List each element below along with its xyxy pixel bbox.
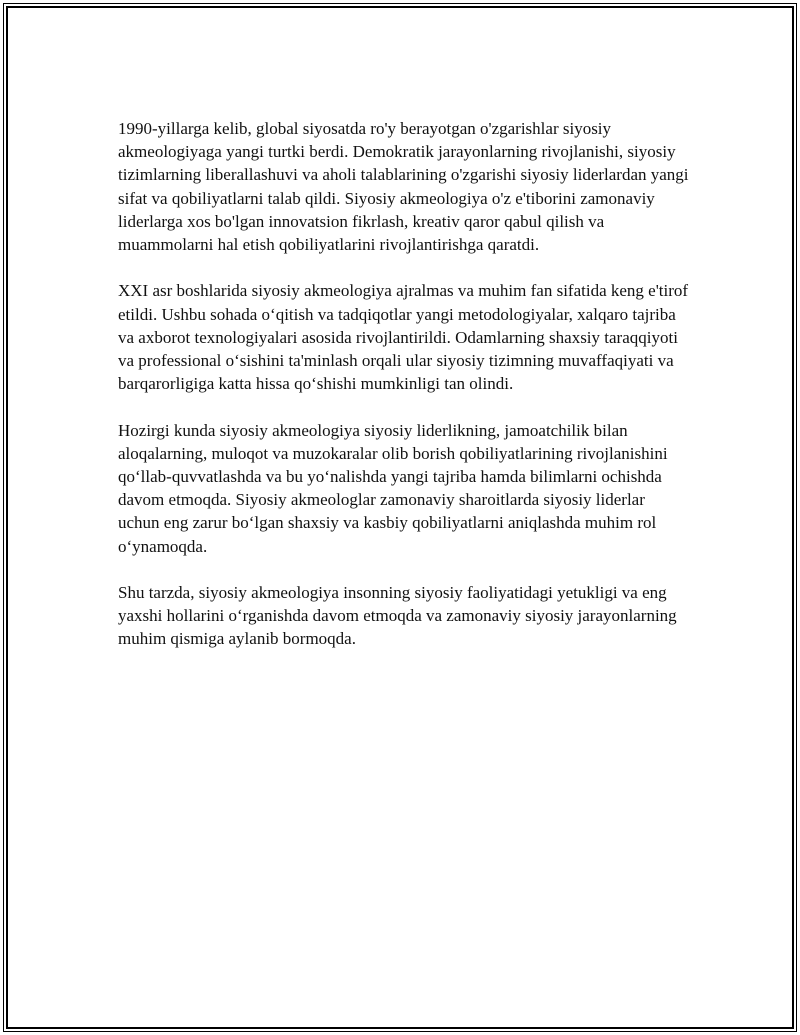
paragraph-4: Shu tarzda, siyosiy akmeologiya insonning siyosiy faoliyatidagi yetukligi va eng yaxshi hollarini o‘rganishda davom etmoqda va zamonaviy siyosiy jarayonlarning muhim qismiga aylanib bormoqda. (118, 583, 677, 649)
paragraph-1: 1990-yillarga kelib, global siyosatda ro'y berayotgan o'zgarishlar siyosiy akmeologiyaga yangi turtki berdi. Demokratik jarayonlarning rivojlanishi, siyosiy tizimlarning liberallashuvi va aholi talablarining o'zgarishi siyosiy liderlardan yangi sifat va qobiliyatlarni talab qildi. Siyosiy akmeologiya o'z e'tiborini zamonaviy liderlarga xos bo'lgan innovatsion fikrlash, kreativ qaror qabul qilish va muammolarni hal etish qobiliyatlarini rivojlantirishga qaratdi. (118, 119, 689, 255)
paragraph-2: XXI asr boshlarida siyosiy akmeologiya ajralmas va muhim fan sifatida keng e'tirof etildi. Ushbu sohada o‘qitish va tadqiqotlar yangi metodologiyalar, xalqaro tajriba va axborot texnologiyalari asosida rivojlantirildi. Odamlarning shaxsiy taraqqiyoti va professional o‘sishini ta'minlash orqali ular siyosiy tizimning muvaffaqiyati va barqarorligiga katta hissa qo‘shishi mumkinligi tan olindi. (118, 281, 689, 394)
document-body (118, 117, 690, 674)
paragraph-3: Hozirgi kunda siyosiy akmeologiya siyosiy liderlikning, jamoatchilik bilan aloqalarning, muloqot va muzokaralar olib borish qobiliyatlarining rivojlanishini qo‘llab-quvvatlashda va bu yo‘nalishda yangi tajriba hamda bilimlarni ochishda davom etmoqda. Siyosiy akmeologlar zamonaviy sharoitlarda siyosiy liderlar uchun eng zarur bo‘lgan shaxsiy va kasbiy qobiliyatlarni aniqlashda muhim rol o‘ynamoqda. (118, 420, 668, 556)
